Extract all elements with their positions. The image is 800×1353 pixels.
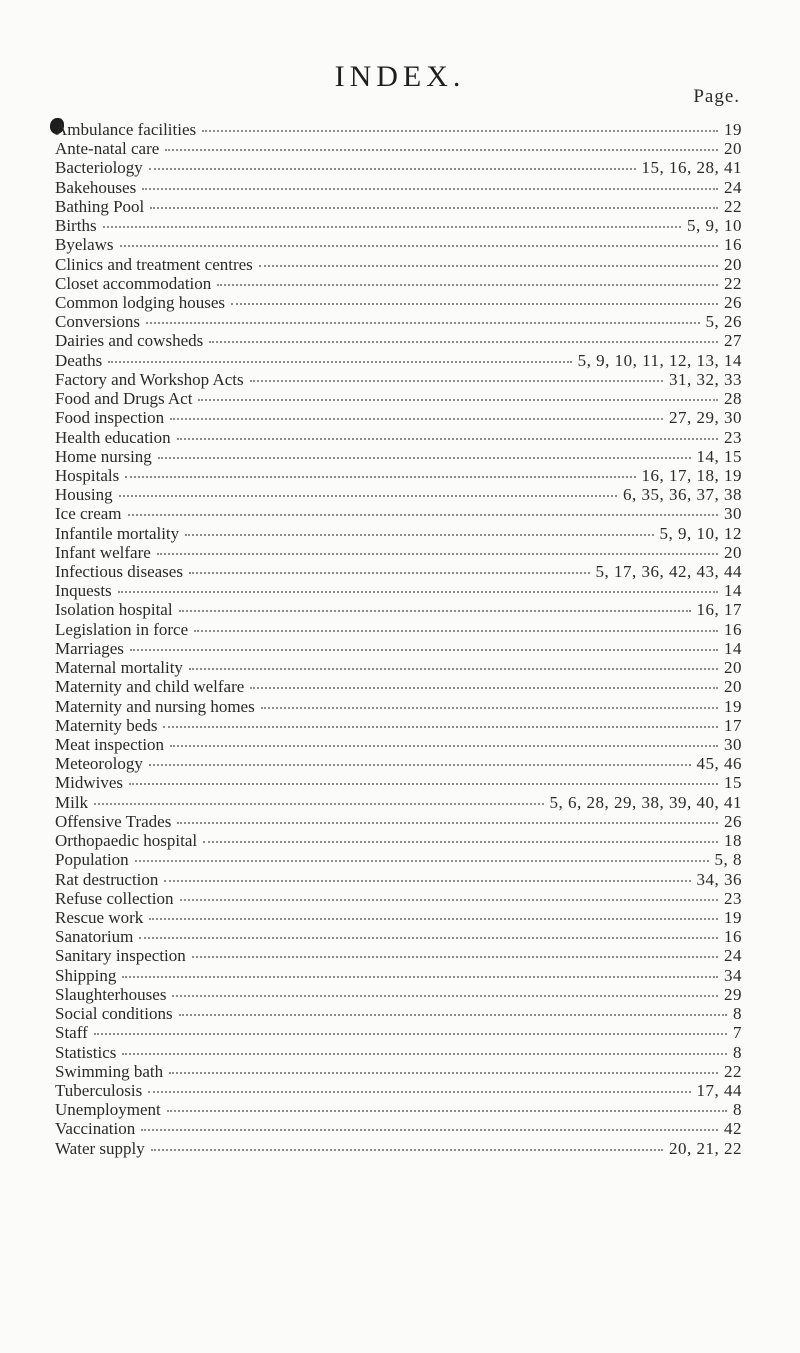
index-entry-pages: 19: [724, 120, 742, 139]
index-entry: [55, 312, 742, 331]
index-entry: [55, 139, 742, 158]
index-entry: [55, 946, 742, 965]
index-entry: [55, 178, 742, 197]
index-entry: [55, 581, 742, 600]
index-entry-term: Ice cream: [55, 504, 122, 524]
index-entry-pages: 8: [733, 1100, 742, 1120]
dot-leader: [209, 341, 718, 343]
index-entry: [55, 870, 742, 889]
dot-leader: [250, 687, 718, 689]
index-entry: [55, 543, 742, 562]
index-entry-term: Conversions: [55, 312, 140, 332]
index-entry-term: Social conditions: [55, 1004, 173, 1024]
index-entry: [55, 754, 742, 773]
index-entry-term: Orthopaedic hospital: [55, 831, 198, 851]
dot-leader: [142, 188, 718, 190]
dot-leader: [185, 534, 653, 536]
index-entry: [55, 331, 742, 350]
dot-leader: [177, 438, 718, 440]
index-entry-pages: 27: [724, 331, 742, 351]
index-entry-pages: 30: [724, 735, 742, 754]
index-entry: [55, 600, 742, 619]
index-entry-pages: 15, 16, 28, 41: [641, 158, 742, 178]
index-entry-term: Home nursing: [55, 446, 152, 466]
index-entry-pages: 16: [724, 619, 742, 639]
index-entry-pages: 31, 32, 33: [669, 369, 742, 389]
index-entry: [55, 274, 742, 293]
dot-leader: [261, 707, 718, 709]
dot-leader: [203, 841, 718, 843]
index-entry: [55, 812, 742, 831]
index-entry-pages: 27, 29, 30: [669, 408, 742, 428]
index-entry-pages: 5, 8: [714, 850, 742, 870]
index-entry-pages: 8: [733, 1042, 742, 1062]
index-entry-pages: 6, 35, 36, 37, 38: [623, 485, 742, 505]
index-entry-pages: 18: [724, 831, 742, 851]
index-entry-pages: 22: [724, 273, 742, 293]
index-entry: [55, 831, 742, 850]
index-entry-term: Milk: [55, 792, 89, 812]
dot-leader: [170, 418, 663, 420]
index-entry-term: Isolation hospital: [55, 600, 173, 620]
dot-leader: [167, 1110, 727, 1112]
dot-leader: [149, 764, 691, 766]
index-entry-term: Swimming bath: [55, 1061, 164, 1081]
dot-leader: [189, 668, 718, 670]
index-entry: [55, 216, 742, 235]
index-entry-term: Shipping: [55, 965, 117, 985]
dot-leader: [217, 284, 718, 286]
dot-leader: [172, 995, 718, 997]
index-entry-term: Midwives: [55, 773, 123, 793]
dot-leader: [189, 572, 590, 574]
dot-leader: [103, 226, 681, 228]
dot-leader: [135, 860, 709, 862]
index-entry-pages: 23: [724, 427, 742, 447]
index-entry: [55, 370, 742, 389]
index-entry: [55, 850, 742, 869]
index-entry: [55, 524, 742, 543]
index-entry-pages: 23: [724, 888, 742, 908]
index-entry: [55, 677, 742, 696]
index-entry: [55, 716, 742, 735]
dot-leader: [125, 476, 635, 478]
index-entry-term: Food and Drugs Act: [55, 389, 193, 409]
index-entry-term: Offensive Trades: [55, 811, 172, 831]
index-entry-pages: 20, 21, 22: [669, 1138, 742, 1158]
index-entry: [55, 428, 742, 447]
index-entry: [55, 120, 742, 139]
index-entry-pages: 16, 17: [696, 600, 742, 620]
dot-leader: [128, 514, 718, 516]
index-entry-term: Maternity and child welfare: [55, 677, 245, 697]
index-entry-pages: 5, 17, 36, 42, 43, 44: [595, 562, 742, 582]
index-entry-term: Common lodging houses: [55, 292, 226, 312]
index-entry-term: Housing: [55, 485, 113, 505]
index-entry-pages: 16: [724, 927, 742, 947]
index-entry-pages: 45, 46: [696, 754, 742, 774]
dot-leader: [130, 649, 718, 651]
index-entry: [55, 658, 742, 677]
index-entry-pages: 15: [724, 773, 742, 793]
index-entry-pages: 19: [724, 696, 742, 716]
index-entry-term: Closet accommodation: [55, 273, 212, 293]
dot-leader: [139, 937, 718, 939]
dot-leader: [94, 803, 543, 805]
page-column-heading: Page.: [693, 86, 740, 107]
index-entry-term: Hospitals: [55, 465, 120, 485]
index-entry-pages: 5, 6, 28, 29, 38, 39, 40, 41: [549, 792, 742, 812]
dot-leader: [194, 630, 718, 632]
index-entry-pages: 20: [724, 254, 742, 274]
index-entry-term: Slaughterhouses: [55, 984, 167, 1004]
dot-leader: [146, 322, 700, 324]
index-entry-term: Rat destruction: [55, 869, 159, 889]
index-entry-term: Statistics: [55, 1042, 117, 1062]
index-entry-pages: 26: [724, 811, 742, 831]
index-entry: [55, 504, 742, 523]
index-entry: [55, 485, 742, 504]
index-entry: [55, 1100, 742, 1119]
index-entry-pages: 42: [724, 1119, 742, 1139]
index-entry: [55, 158, 742, 177]
index-entry: [55, 620, 742, 639]
index-entry-pages: 16: [724, 235, 742, 255]
dot-leader: [157, 553, 718, 555]
dot-leader: [165, 149, 718, 151]
index-entry-term: Sanitary inspection: [55, 946, 186, 966]
dot-leader: [192, 956, 718, 958]
dot-leader: [158, 457, 691, 459]
index-entry-pages: 14: [724, 581, 742, 601]
index-entry: [55, 389, 742, 408]
dot-leader: [179, 610, 691, 612]
dot-leader: [148, 1091, 690, 1093]
dot-leader: [164, 880, 690, 882]
index-entry: [55, 351, 742, 370]
index-entry-pages: 7: [733, 1023, 742, 1043]
index-entry: [55, 735, 742, 754]
dot-leader: [202, 130, 718, 132]
dot-leader: [94, 1033, 727, 1035]
dot-leader: [180, 899, 719, 901]
index-entry: [55, 639, 742, 658]
index-entry: [55, 889, 742, 908]
index-entry-pages: 5, 9, 10: [687, 216, 742, 236]
index-entry: [55, 235, 742, 254]
index-entry: [55, 966, 742, 985]
dot-leader: [169, 1072, 718, 1074]
index-entry-pages: 19: [724, 907, 742, 927]
index-entry-pages: 28: [724, 389, 742, 409]
index-entry: [55, 255, 742, 274]
index-entry-term: Bakehouses: [55, 177, 137, 197]
index-entry-pages: 14: [724, 638, 742, 658]
index-entry-pages: 34: [724, 965, 742, 985]
index-entry-term: Dairies and cowsheds: [55, 331, 204, 351]
dot-leader: [231, 303, 718, 305]
index-entry-pages: 26: [724, 292, 742, 312]
index-entry-term: Vaccination: [55, 1119, 136, 1139]
index-entry-term: Bacteriology: [55, 158, 143, 178]
index-entry-pages: 8: [733, 1004, 742, 1024]
index-entry-term: Legislation in force: [55, 619, 189, 639]
dot-leader: [170, 745, 718, 747]
index-entry-term: Food inspection: [55, 408, 165, 428]
index-entry: [55, 1062, 742, 1081]
index-entry-term: Refuse collection: [55, 888, 174, 908]
index-entry: [55, 197, 742, 216]
dot-leader: [119, 495, 617, 497]
index-entry: [55, 908, 742, 927]
index-entry-pages: 5, 9, 10, 12: [659, 523, 742, 543]
index-entry-pages: 34, 36: [696, 869, 742, 889]
dot-leader: [150, 207, 718, 209]
index-entry-term: Meat inspection: [55, 735, 165, 754]
index-entry: [55, 1081, 742, 1100]
index-entry: [55, 1119, 742, 1138]
index-entry-term: Health education: [55, 427, 171, 447]
dot-leader: [122, 1053, 727, 1055]
dot-leader: [259, 265, 718, 267]
index-entry-list: [55, 120, 742, 1158]
index-entry-term: Population: [55, 850, 129, 870]
index-entry-pages: 20: [724, 139, 742, 159]
index-entry-term: Staff: [55, 1023, 88, 1043]
index-entry-pages: 16, 17, 18, 19: [641, 465, 742, 485]
dot-leader: [179, 1014, 727, 1016]
index-entry: [55, 408, 742, 427]
dot-leader: [151, 1149, 663, 1151]
index-entry-term: Clinics and treatment centres: [55, 254, 253, 274]
dot-leader: [141, 1129, 718, 1131]
index-entry: [55, 697, 742, 716]
index-entry-term: Meteorology: [55, 754, 143, 774]
index-entry-term: Tuberculosis: [55, 1080, 143, 1100]
index-entry-pages: 22: [724, 196, 742, 216]
dot-leader: [149, 168, 636, 170]
dot-leader: [120, 245, 718, 247]
index-entry-term: Factory and Workshop Acts: [55, 369, 244, 389]
index-entry-term: Infantile mortality: [55, 523, 180, 543]
index-entry-term: Water supply: [55, 1138, 145, 1158]
index-entry-pages: 17: [724, 715, 742, 735]
dot-leader: [198, 399, 718, 401]
index-entry-pages: 24: [724, 177, 742, 197]
index-entry: [55, 447, 742, 466]
index-entry-pages: 24: [724, 946, 742, 966]
index-entry-pages: 5, 9, 10, 11, 12, 13, 14: [577, 350, 742, 370]
index-entry: [55, 985, 742, 1004]
index-entry: [55, 793, 742, 812]
index-entry-pages: 22: [724, 1061, 742, 1081]
index-entry: [55, 562, 742, 581]
index-entry-term: Unemployment: [55, 1100, 161, 1120]
index-entry-term: Infant welfare: [55, 542, 151, 562]
index-entry-term: Bathing Pool: [55, 196, 145, 216]
index-entry-term: Deaths: [55, 350, 103, 370]
dot-leader: [108, 361, 571, 363]
index-entry: [55, 293, 742, 312]
index-entry-term: Rescue work: [55, 907, 144, 927]
index-entry-term: Maternal mortality: [55, 658, 183, 678]
index-entry: [55, 466, 742, 485]
index-entry-pages: 20: [724, 658, 742, 678]
dot-leader: [118, 591, 718, 593]
dot-leader: [149, 918, 718, 920]
index-entry-pages: 29: [724, 984, 742, 1004]
index-entry: [55, 1023, 742, 1042]
index-entry-term: Births: [55, 216, 97, 236]
dot-leader: [163, 726, 718, 728]
index-entry-term: Marriages: [55, 638, 124, 658]
index-entry-pages: 14, 15: [696, 446, 742, 466]
dot-leader: [129, 783, 718, 785]
index-entry: [55, 1004, 742, 1023]
dot-leader: [177, 822, 718, 824]
index-entry-term: Inquests: [55, 581, 112, 601]
index-entry-pages: 17, 44: [696, 1080, 742, 1100]
index-entry-term: Sanatorium: [55, 927, 134, 947]
page-title: INDEX.: [334, 60, 466, 93]
index-entry-term: Ambulance facilities: [55, 120, 197, 139]
index-entry-pages: 30: [724, 504, 742, 524]
index-entry: [55, 1043, 742, 1062]
index-entry-term: Ante-natal care: [55, 139, 160, 159]
index-entry: [55, 1139, 742, 1158]
index-entry-term: Byelaws: [55, 235, 114, 255]
dot-leader: [122, 976, 718, 978]
index-entry-pages: 20: [724, 677, 742, 697]
index-entry: [55, 773, 742, 792]
dot-leader: [250, 380, 663, 382]
index-entry-pages: 20: [724, 542, 742, 562]
index-entry-term: Maternity beds: [55, 715, 158, 735]
index-entry-term: Infectious diseases: [55, 562, 183, 582]
index-entry: [55, 927, 742, 946]
index-entry-pages: 5, 26: [705, 312, 742, 332]
index-entry-term: Maternity and nursing homes: [55, 696, 255, 716]
